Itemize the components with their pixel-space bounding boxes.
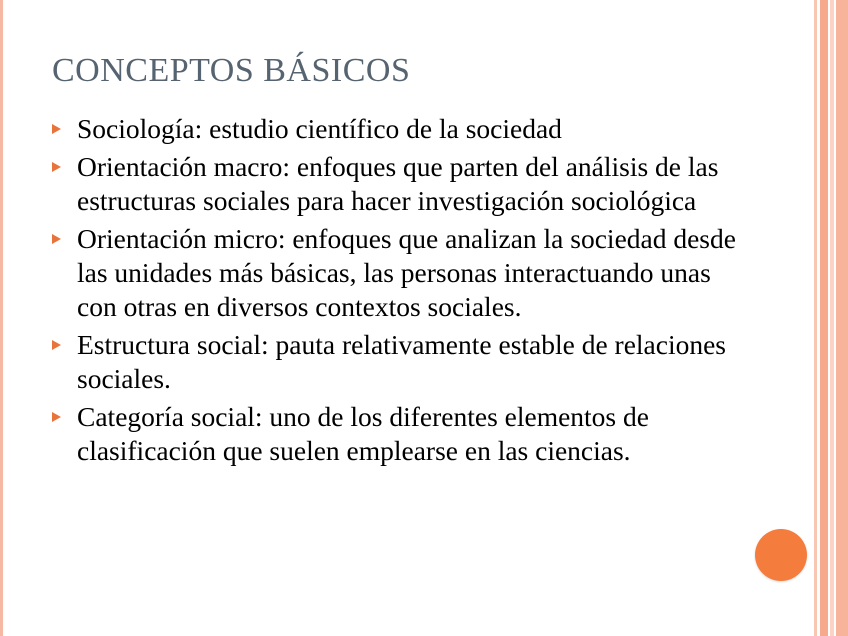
- arrow-bullet-icon: [52, 340, 61, 350]
- left-accent-line: [0, 0, 3, 636]
- bullet-text: Estructura social: pauta relativamente estable de relaciones sociales.: [77, 329, 727, 394]
- right-decorative-stripe: [820, 0, 828, 636]
- slide-title: CONCEPTOS BÁSICOS: [52, 52, 411, 89]
- arrow-bullet-icon: [52, 124, 61, 134]
- bullet-text: Sociología: estudio científico de la sociedad: [77, 113, 562, 144]
- bullet-text: Orientación macro: enfoques que parten del análisis de las estructuras sociales para hacer investigación sociológica: [77, 151, 719, 216]
- bullet-text: Orientación micro: enfoques que analizan la sociedad desde las unidades más básicas, las personas interactuando unas con otras en diversos contextos sociales.: [77, 223, 736, 322]
- right-decorative-stripe: [814, 0, 817, 636]
- bullet-item: [50, 328, 750, 396]
- right-decorative-stripe: [830, 0, 834, 636]
- orange-circle-decoration: [755, 529, 807, 581]
- bullet-item: [50, 150, 750, 218]
- bullet-item: [50, 112, 750, 146]
- bullet-item: [50, 222, 750, 324]
- arrow-bullet-icon: [52, 412, 61, 422]
- bullet-item: [50, 400, 750, 468]
- right-decorative-stripe: [836, 0, 848, 636]
- arrow-bullet-icon: [52, 234, 61, 244]
- arrow-bullet-icon: [52, 162, 61, 172]
- bullet-list: [50, 112, 750, 472]
- bullet-text: Categoría social: uno de los diferentes elementos de clasificación que suelen emplearse en las ciencias.: [77, 401, 649, 466]
